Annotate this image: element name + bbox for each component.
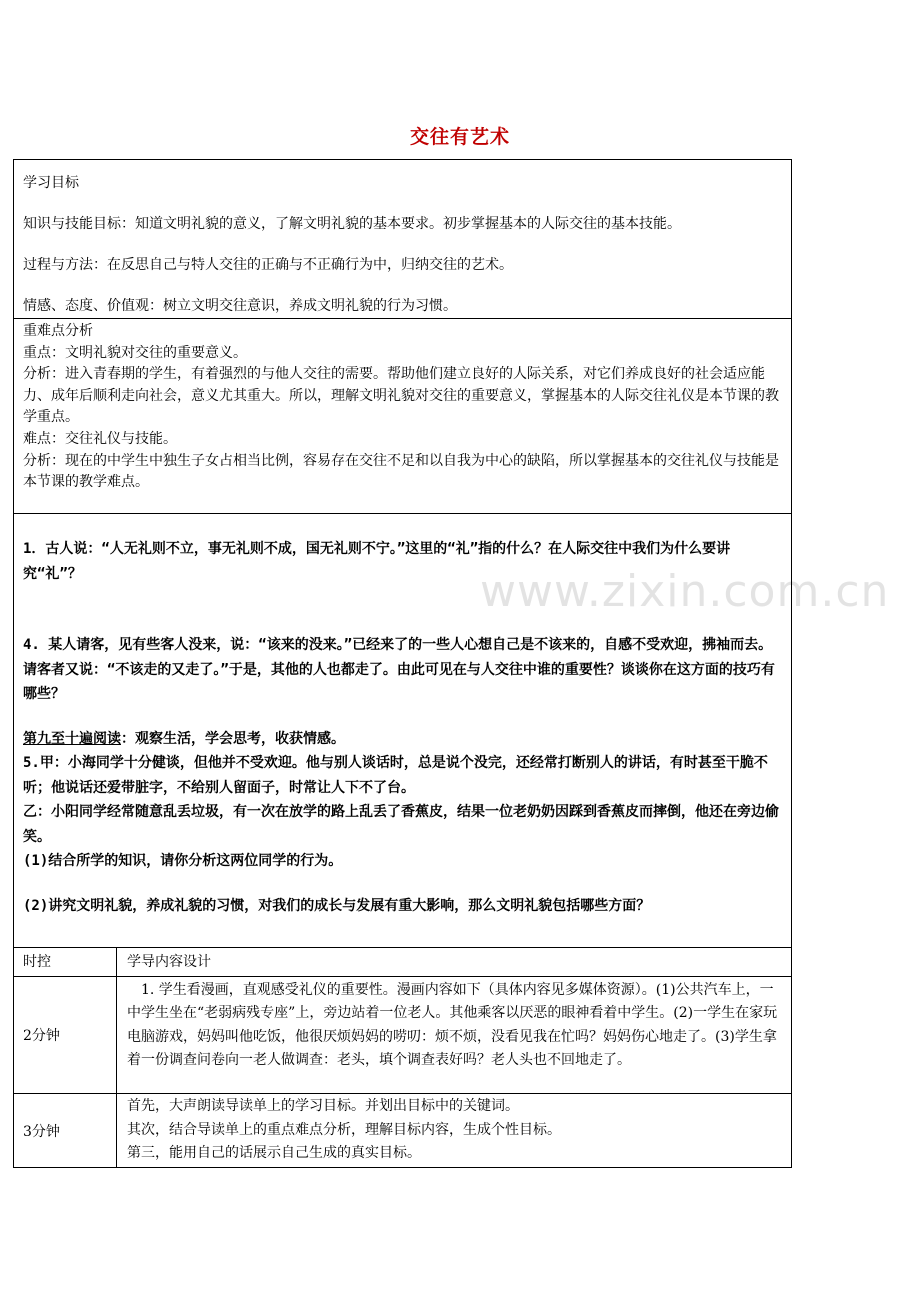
table-row (13, 1093, 792, 1168)
table-row (13, 976, 792, 1093)
content-cell (117, 1094, 791, 1167)
content-cell (117, 977, 791, 1093)
question-5-a: 5.甲：小海同学十分健谈，但他并不受欢迎。他与别人谈话时，总是说个没完，还经常打断别人的讲话，有时甚至干脆不听；他说话还爱带脏字，不给别人留面子，时常让人下不了台。 (23, 755, 768, 796)
objectives-section (13, 159, 792, 318)
objective-knowledge: 知识与技能目标：知道文明礼貌的意义，了解文明礼貌的基本要求。初步掌握基本的人际交往的基本技能。 (23, 216, 681, 232)
objective-emotion: 情感、态度、价值观：树立文明交往意识，养成文明礼貌的行为习惯。 (23, 298, 457, 314)
question-4: 4. 某人请客，见有些客人没来，说：“该来的没来。”已经来了的一些人心想自己是不该来的，自感不受欢迎，拂袖而去。请客者又说：“不该走的又走了。”于是，其他的人也都走了。由此可见在与人交往中谁的重要性？谈谈你在这方面的技巧有哪些？ (23, 637, 775, 702)
content-line: 第三，能用自己的话展示自己生成的真实目标。 (127, 1145, 421, 1161)
question-5-1: (1)结合所学的知识，请你分析这两位同学的行为。 (23, 853, 343, 869)
content-line: 1. 学生看漫画，直观感受礼仪的重要性。漫画内容如下（具体内容见多媒体资源）。(1)公共汽车上，一中学生坐在“老弱病残专座”上，旁边站着一位老人。其他乘客以厌恶的眼神看着中学生。(2)一学生在家玩电脑游戏，妈妈叫他吃饭，他很厌烦妈妈的唠叨：烦不烦，没看见我在忙吗？妈妈伤心地走了。(3)学生拿着一份调查问卷向一老人做调查：老头，填个调查表好吗？老人头也不回地走了。 (127, 982, 778, 1069)
question-1: 1．古人说：“人无礼则不立，事无礼则不成，国无礼则不宁。”这里的“礼”指的什么？在人际交往中我们为什么要讲究“礼”？ (23, 541, 731, 582)
content-column-header: 学导内容设计 (127, 954, 211, 970)
schedule-header-row (13, 947, 792, 976)
objectives-heading: 学习目标 (23, 175, 79, 191)
difficult-analysis: 分析：现在的中学生中独生子女占相当比例，容易存在交往不足和以自我为中心的缺陷，所以掌握基本的交往礼仪与技能是本节课的教学难点。 (23, 452, 779, 491)
analysis-heading: 重难点分析 (23, 323, 93, 339)
difficult-point: 难点：交往礼仪与技能。 (23, 430, 177, 447)
reading-instruction (23, 727, 785, 752)
page-title: 交往有艺术 (409, 126, 510, 148)
objective-process: 过程与方法：在反思自己与特人交往的正确与不正确行为中，归纳交往的艺术。 (23, 257, 513, 273)
question-5-2: (2)讲究文明礼貌，养成礼貌的习惯，对我们的成长与发展有重大影响，那么文明礼貌包括哪些方面？ (23, 897, 651, 914)
time-cell: 2分钟 (14, 977, 117, 1093)
content-line: 首先，大声朗读导读单上的学习目标。并划出目标中的关键词。 (127, 1098, 519, 1114)
watermark: www.zixin.com.cn (480, 566, 890, 617)
content-line: 其次，结合导读单上的重点难点分析，理解目标内容，生成个性目标。 (127, 1121, 561, 1138)
time-cell: 3分钟 (14, 1094, 117, 1167)
time-column-header: 时控 (14, 948, 117, 976)
key-analysis: 分析：进入青春期的学生，有着强烈的与他人交往的需要。帮助他们建立良好的人际关系，对它们养成良好的社会适应能力、成年后顺利走向社会，意义尤其重大。所以，理解文明礼貌对交往的重要意义，掌握基本的人际交往礼仪是本节课的教学重点。 (23, 366, 779, 426)
lesson-table (13, 159, 792, 1168)
question-5-b: 乙：小阳同学经常随意乱丢垃圾，有一次在放学的路上乱丢了香蕉皮，结果一位老奶奶因踩到香蕉皮而摔倒，他还在旁边偷笑。 (23, 804, 779, 845)
reading-label: 第九至十遍阅读 (23, 730, 121, 747)
analysis-section (13, 318, 792, 513)
questions-section (13, 513, 792, 947)
key-point: 重点：文明礼貌对交往的重要意义。 (23, 344, 247, 361)
reading-text: ：观察生活，学会思考，收获情感。 (121, 730, 345, 747)
